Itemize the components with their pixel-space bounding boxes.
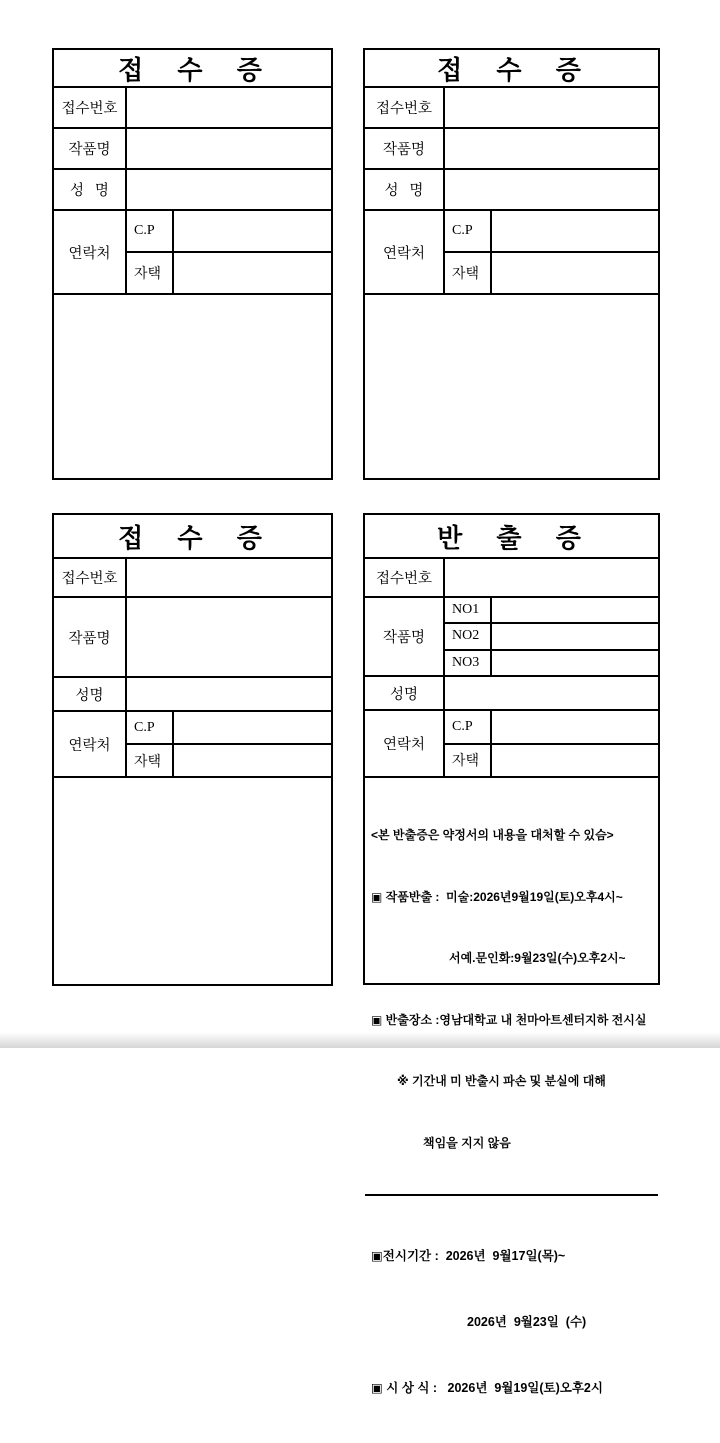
name-value	[127, 678, 331, 710]
name-label: 성 명	[54, 170, 127, 209]
name-row	[365, 677, 658, 711]
schedule-line: 2026년 9월23일 (수)	[467, 1315, 587, 1329]
cp-row	[127, 712, 331, 745]
artwork-value	[127, 129, 331, 168]
form-title: 반 출 증	[365, 515, 658, 559]
home-row	[127, 253, 331, 293]
schedule-line: ▣전시기간 : 2026년 9월17일(목)~	[371, 1249, 566, 1263]
artwork-value	[127, 598, 331, 676]
name-row	[54, 678, 331, 712]
no2-label: NO2	[445, 624, 492, 648]
contact-label: 연락처	[54, 211, 127, 293]
note-line: ▣ 반출장소 :영남대학교 내 천마아트센터지하 전시실	[371, 1012, 647, 1027]
home-value	[492, 745, 658, 777]
release-notes	[365, 778, 658, 1196]
artwork-label: 작품명	[365, 598, 445, 675]
cp-row	[127, 211, 331, 253]
artwork-label: 작품명	[54, 129, 127, 168]
name-value	[445, 170, 658, 209]
contact-row	[365, 711, 658, 778]
page-bottom-shadow	[0, 1032, 720, 1048]
name-label: 성명	[54, 678, 127, 710]
note-line: ▣ 작품반출 : 미술:2026년9월19일(토)오후4시~	[371, 889, 623, 904]
contact-row	[54, 712, 331, 778]
cp-value	[492, 211, 658, 251]
receipt-form-2	[363, 48, 660, 480]
home-value	[492, 253, 658, 293]
receipt-no-label: 접수번호	[365, 559, 445, 596]
home-value	[174, 253, 331, 293]
note-line: <본 반출증은 약정서의 내용을 대처할 수 있슴>	[371, 828, 614, 842]
note-line: 책임을 지지 않음	[423, 1135, 511, 1150]
cp-label: C.P	[445, 211, 492, 251]
empty-memo-box	[54, 295, 331, 478]
receipt-no-row	[54, 88, 331, 129]
name-row	[365, 170, 658, 211]
artwork-row	[54, 129, 331, 170]
cp-row	[445, 211, 658, 253]
receipt-form-1	[52, 48, 333, 480]
cp-row	[445, 711, 658, 745]
cp-label: C.P	[127, 211, 174, 251]
contact-label: 연락처	[365, 711, 445, 776]
note-line: ※ 기간내 미 반출시 파손 및 분실에 대해	[397, 1074, 606, 1088]
artwork-no2-row	[445, 624, 658, 650]
receipt-no-label: 접수번호	[365, 88, 445, 127]
no2-value	[492, 624, 658, 648]
artwork-value	[445, 129, 658, 168]
artwork-no3-row	[445, 651, 658, 675]
home-value	[174, 745, 331, 776]
name-value	[127, 170, 331, 209]
cp-value	[174, 712, 331, 743]
artwork-row	[54, 598, 331, 678]
receipt-no-value	[127, 559, 331, 596]
receipt-no-label: 접수번호	[54, 88, 127, 127]
receipt-no-value	[127, 88, 331, 127]
home-label: 자택	[127, 253, 174, 293]
no3-value	[492, 651, 658, 675]
receipt-no-row	[365, 559, 658, 598]
contact-label: 연락처	[54, 712, 127, 776]
name-value	[445, 677, 658, 709]
exhibition-schedule	[365, 1196, 658, 1443]
schedule-line: ▣ 시 상 식 : 2026년 9월19일(토)오후2시	[371, 1381, 603, 1395]
contact-row	[365, 211, 658, 295]
release-form	[363, 513, 660, 1395]
cp-value	[492, 711, 658, 743]
artwork-row	[365, 598, 658, 677]
contact-label: 연락처	[365, 211, 445, 293]
form-title: 접 수 증	[365, 50, 658, 88]
name-label: 성 명	[365, 170, 445, 209]
no1-label: NO1	[445, 598, 492, 622]
home-label: 자택	[127, 745, 174, 776]
receipt-no-value	[445, 88, 658, 127]
name-row	[54, 170, 331, 211]
receipt-no-value	[445, 559, 658, 596]
form-title: 접 수 증	[54, 50, 331, 88]
artwork-no1-row	[445, 598, 658, 624]
empty-memo-box	[54, 778, 331, 984]
no3-label: NO3	[445, 651, 492, 675]
home-row	[127, 745, 331, 776]
cp-label: C.P	[445, 711, 492, 743]
artwork-row	[365, 129, 658, 170]
artwork-label: 작품명	[365, 129, 445, 168]
receipt-no-row	[54, 559, 331, 598]
no1-value	[492, 598, 658, 622]
home-row	[445, 253, 658, 293]
home-label: 자택	[445, 745, 492, 777]
home-label: 자택	[445, 253, 492, 293]
cp-label: C.P	[127, 712, 174, 743]
artwork-label: 작품명	[54, 598, 127, 676]
contact-row	[54, 211, 331, 295]
receipt-no-label: 접수번호	[54, 559, 127, 596]
form-title: 접 수 증	[54, 515, 331, 559]
receipt-no-row	[365, 88, 658, 129]
receipt-form-3	[52, 513, 333, 986]
note-line: 서예.문인화:9월23일(수)오후2시~	[449, 951, 626, 965]
empty-memo-box	[365, 295, 658, 478]
home-row	[445, 745, 658, 777]
name-label: 성명	[365, 677, 445, 709]
cp-value	[174, 211, 331, 251]
